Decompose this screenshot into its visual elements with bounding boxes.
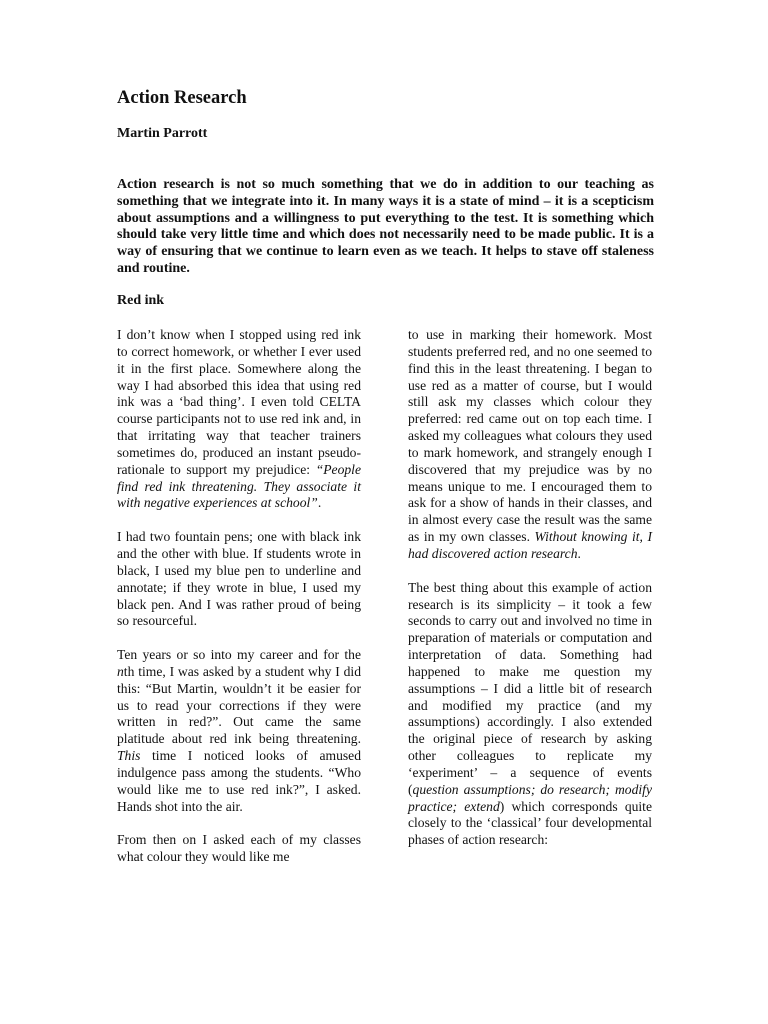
paragraph-text: time I noticed looks of amused indulgence pass among the students. “Who would like me to use red ink?”, I asked. Hands shot into the air. <box>117 748 361 814</box>
article-abstract: Action research is not so much something that we do in addition to our teaching as something that we integrate into it. In many ways it is a state of mind – it is a scepticism about assumptions and a willingness to put everything to the test. It is something which should take very little time and which does not necessarily need to be made public. It is a way of ensuring that we continue to learn even as we teach. It helps to stave off staleness and routine. <box>117 177 654 276</box>
italic-text: n <box>117 663 124 679</box>
paragraph-text: Ten years or so into my career and for the <box>117 647 361 663</box>
paragraph-fountain-pens: I had two fountain pens; one with black ink and the other with blue. If students wrote in black, I used my blue pen to underline and annotate; if they wrote in blue, I used my black pen. And I was rather proud of being so resourceful. <box>117 529 361 629</box>
section-heading: Red ink <box>117 293 165 308</box>
quote-text: “People find red ink threatening. They associate it with negative experiences at school” <box>117 461 361 511</box>
paragraph-text: The best thing about this example of action research is its simplicity – it took a few seconds to carry out and involved no time in preparation of materials or computation and interpretation of data. Something had happened to make me question my assumptions – I did a little bit of research and modified my practice (and my assumptions) accordingly. I also extended the original piece of research by asking other colleagues to replicate my ‘experiment’ – a sequence of events ( <box>408 579 652 797</box>
paragraph-asked-classes: From then on I asked each of my classes what colour they would like me <box>117 832 361 865</box>
paragraph-text: ) which corresponds quite closely to the ‘classical’ four developmental phases of action research: <box>408 798 652 848</box>
italic-text: question assumptions; do research; modify practice; extend <box>408 781 652 814</box>
italic-text: This <box>117 748 141 764</box>
right-column <box>408 327 652 849</box>
article-author: Martin Parrott <box>117 126 208 141</box>
paragraph-text: . <box>317 495 322 511</box>
paragraph-text: th time, I was asked by a student why I did this: “But Martin, wouldn’t it be easier for us to read your corrections if they were written in red?”. Out came the same platitude about red ink being threatening. <box>117 663 361 747</box>
paragraph-best-thing <box>408 580 652 850</box>
paragraph-students-preferred-red <box>408 327 652 563</box>
paragraph-student-question <box>117 647 361 815</box>
paragraph-red-ink-prejudice <box>117 327 361 512</box>
italic-text: Without knowing it, I had discovered action research <box>408 529 652 561</box>
article-title: Action Research <box>117 88 247 108</box>
left-column <box>117 327 361 866</box>
paragraph-text: to use in marking their homework. Most students preferred red, and no one seemed to find this in the least threatening. I began to use red as a matter of course, but I would still ask my classes which colour they preferred: red came out on top each time. I asked my colleagues what colours they used to mark homework, and strangely enough I discovered that my prejudice was by no means unique to me. I encouraged them to ask for a show of hands in their classes, and in almost every case the result was the same as in my own classes. <box>408 327 652 545</box>
paragraph-text: I don’t know when I stopped using red ink to correct homework, or whether I ever used it in the first place. Somewhere along the way I had absorbed this idea that using red ink was a ‘bad thing’. I even told CELTA course participants not to use red ink and, in that irritating way that teacher trainers sometimes do, produced an instant pseudo-rationale to support my prejudice: <box>117 327 361 477</box>
paragraph-text: . <box>577 545 581 561</box>
